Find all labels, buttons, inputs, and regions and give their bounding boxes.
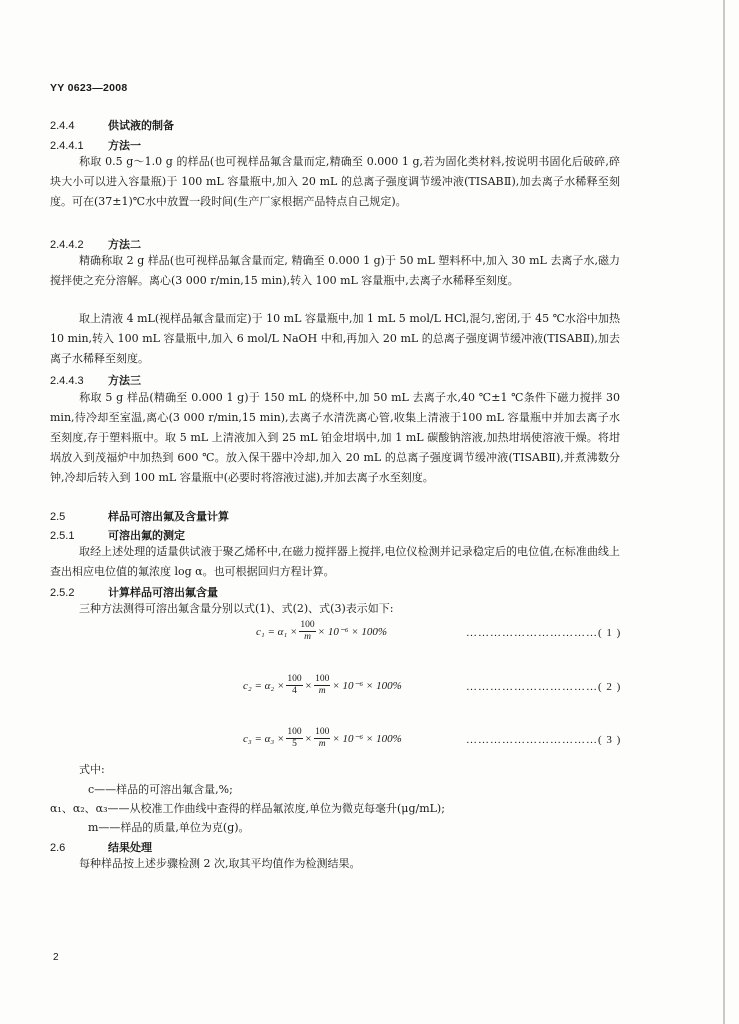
section-title: 方法三 (108, 374, 141, 387)
fraction (286, 674, 302, 697)
equation-lhs: c₂ = α₂ × (243, 679, 285, 692)
fraction-numerator: 100 (315, 727, 330, 737)
section-number: 2.4.4 (50, 120, 75, 132)
equation-operator: × (304, 679, 313, 692)
section-heading-2-4-4-3 (50, 372, 141, 388)
equation-2-leader (466, 681, 621, 693)
fraction (299, 620, 315, 643)
fraction (286, 727, 302, 750)
fraction (314, 674, 330, 697)
where-label: 式中: (79, 763, 105, 776)
section-title: 方法二 (108, 238, 141, 251)
section-number: 2.4.4.1 (50, 140, 84, 152)
definition-alpha: α₁、α₂、α₃——从校准工作曲线中查得的样品氟浓度,单位为微克每毫升(μg/mL); (50, 802, 445, 815)
paragraph-text: 取经上述处理的适量供试液于聚乙烯杯中,在磁力搅拌器上搅拌,电位仪检测并记录稳定后的电位值,在标准曲线上查出相应电位值的氟浓度 log α。也可根据回归方程计算。 (50, 545, 620, 578)
paragraph-text: 称取 0.5 g～1.0 g 的样品(也可视样品氟含量而定,精确至 0.000 1 g,若为固化类材料,按说明书固化后破碎,碎块大小可以进入容量瓶)于 100 mL 容量瓶中,加入 20 mL 的总离子强度调节缓冲液(TISABⅡ),加去离子水稀释至刻度。可在(37±1)℃水中放置一段时间(生产厂家根据产品特点自己规定)。 (50, 155, 620, 208)
section-number: 2.5.1 (50, 530, 75, 542)
leader-dots: …………………………… (466, 627, 598, 639)
fraction-denominator: m (304, 632, 311, 642)
fraction-denominator: m (318, 686, 326, 696)
fraction-denominator: 5 (292, 739, 297, 749)
equation-2 (243, 674, 402, 697)
section-number: 2.4.4.2 (50, 239, 84, 251)
definition-c: c——样品的可溶出氟含量,%; (88, 783, 233, 796)
page-edge (723, 0, 725, 1024)
section-heading-2-4-4-1 (50, 137, 141, 153)
equation-rest: × 10⁻⁶ × 100% (332, 680, 402, 692)
section-heading-2-5-2 (50, 584, 218, 600)
leader-dots: …………………………… (466, 681, 598, 693)
equation-lhs: c₁ = α₁ × (256, 625, 298, 638)
equation-number: ( 2 ) (598, 681, 622, 693)
section-heading-2-5 (50, 508, 229, 524)
paragraph-text: 取上清液 4 mL(视样品氟含量而定)于 10 mL 容量瓶中,加 1 mL 5 mol/L HCl,混匀,密闭,于 45 ℃水浴中加热 10 min,转入 100 mL 容量瓶中,加入 6 mol/L NaOH 中和,再加入 20 mL 的总离子强度调节缓冲液(TISABⅡ),加去离子水稀释至刻度。 (50, 312, 620, 365)
section-title: 结果处理 (108, 841, 152, 854)
paragraph-method-two-b (50, 309, 620, 369)
equation-rest: × 10⁻⁶ × 100% (317, 626, 388, 638)
leader-dots: …………………………… (466, 734, 598, 746)
section-heading-2-5-1 (50, 527, 185, 543)
section-number: 2.5 (50, 511, 66, 523)
section-title: 供试液的制备 (108, 119, 174, 132)
section-number: 2.5.2 (50, 587, 75, 599)
equation-1-leader (466, 627, 621, 639)
section-number: 2.6 (50, 842, 66, 854)
section-heading-2-6 (50, 839, 152, 855)
paragraph-result (50, 854, 620, 874)
definition-m: m——样品的质量,单位为克(g)。 (88, 821, 250, 834)
equation-number: ( 3 ) (598, 734, 622, 746)
equation-lhs: c₃ = α₃ × (243, 732, 285, 745)
paragraph-text: 称取 5 g 样品(精确至 0.000 1 g)于 150 mL 的烧杯中,加 50 mL 去离子水,40 ℃±1 ℃条件下磁力搅拌 30 min,待冷却至室温,离心(3 000 r/min,15 min),去离子水清洗离心管,收集上清液于100 mL 容量瓶中并加去离子水至刻度,存于塑料瓶中。取 5 mL 上清液加入到 25 mL 铂金坩埚中,加 1 mL 碳酸钠溶液,加热坩埚使溶液干燥。将坩埚放入到茂福炉中加热到 600 ℃。放入保干器中冷却,加入 20 mL 的总离子强度调节缓冲液(TISABⅡ),并煮沸数分钟,冷却后转入到 100 mL 容量瓶中(必要时将溶液过滤),并加去离子水至刻度。 (50, 391, 620, 484)
section-title: 可溶出氟的测定 (108, 529, 185, 542)
equation-1 (256, 620, 387, 643)
paragraph-method-one (50, 152, 620, 212)
section-title: 方法一 (108, 139, 141, 152)
fraction-numerator: 100 (300, 620, 315, 630)
section-number: 2.4.4.3 (50, 375, 84, 387)
paragraph-text: 三种方法测得可溶出氟含量分别以式(1)、式(2)、式(3)表示如下: (79, 602, 394, 615)
fraction (314, 727, 330, 750)
page-number: 2 (53, 952, 59, 963)
fraction-numerator: 100 (287, 727, 302, 737)
section-title: 样品可溶出氟及含量计算 (108, 510, 229, 523)
paragraph-text: 每种样品按上述步骤检测 2 次,取其平均值作为检测结果。 (79, 857, 361, 870)
equation-3-leader (466, 734, 621, 746)
equation-number: ( 1 ) (598, 627, 622, 639)
equation-operator: × (304, 732, 313, 745)
section-heading-2-4-4 (50, 117, 174, 133)
equation-3 (243, 727, 402, 750)
paragraph-method-two-a (50, 251, 620, 291)
equation-rest: × 10⁻⁶ × 100% (332, 733, 402, 745)
paragraph-method-three (50, 388, 620, 488)
paragraph-formula-intro (50, 599, 620, 619)
section-title: 计算样品可溶出氟含量 (108, 586, 218, 599)
section-heading-2-4-4-2 (50, 236, 141, 252)
paragraph-text: 精确称取 2 g 样品(也可视样品氟含量而定, 精确至 0.000 1 g)于 50 mL 塑料杯中,加入 30 mL 去离子水,磁力搅拌使之充分溶解。离心(3 000 r/min,15 min),转入 100 mL 容量瓶中,去离子水稀释至刻度。 (50, 254, 620, 287)
standard-header: YY 0623—2008 (50, 82, 128, 94)
fraction-numerator: 100 (287, 674, 302, 684)
fraction-denominator: m (318, 739, 326, 749)
fraction-numerator: 100 (315, 674, 330, 684)
paragraph-measurement (50, 542, 620, 582)
fraction-denominator: 4 (292, 686, 297, 696)
